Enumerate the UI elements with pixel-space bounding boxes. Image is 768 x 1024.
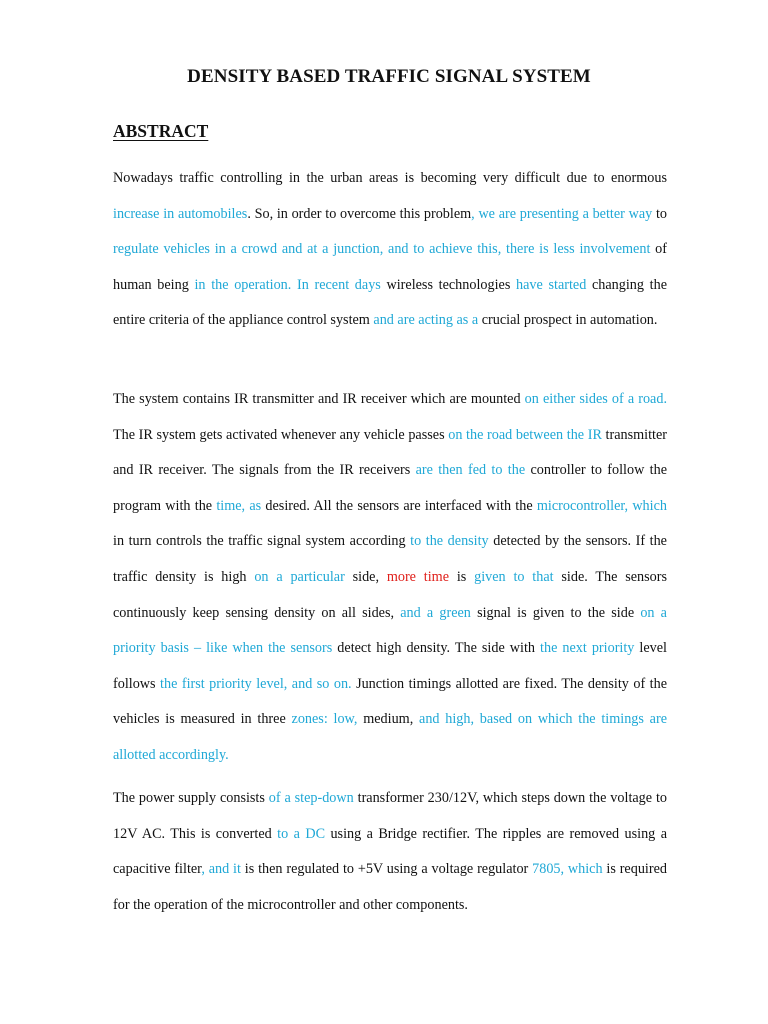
blue-highlight-segment: to the density <box>410 533 489 550</box>
blue-highlight-segment: given to that <box>474 568 554 585</box>
blue-highlight-segment: in the operation. In recent days <box>194 276 381 293</box>
abstract-paragraph-1 <box>113 161 667 339</box>
blue-highlight-segment: regulate vehicles in a crowd and at a junction, and to achieve this, there is less involvement <box>113 241 651 258</box>
abstract-paragraph-2 <box>113 382 667 774</box>
text-segment: level follows <box>113 640 668 692</box>
blue-highlight-segment: microcontroller, which <box>536 497 667 514</box>
text-segment: wireless technologies <box>380 276 517 293</box>
blue-highlight-segment: 7805, which <box>532 861 603 878</box>
blue-highlight-segment: on a particular <box>254 568 345 585</box>
blue-highlight-segment: and are acting as a <box>373 312 479 329</box>
blue-highlight-segment: increase in automobiles <box>113 205 248 222</box>
text-segment: The IR system gets activated whenever any vehicle passes <box>113 426 449 443</box>
blue-highlight-segment: have started <box>516 276 587 293</box>
text-segment: signal is given to the side <box>470 604 641 621</box>
abstract-paragraph-3 <box>113 781 667 923</box>
blue-highlight-segment: zones: low, <box>291 711 358 728</box>
red-highlight-segment: more time <box>386 568 450 585</box>
text-segment: changing the entire criteria of the appliance control system <box>113 276 667 329</box>
document-title: DENSITY BASED TRAFFIC SIGNAL SYSTEM <box>187 66 591 87</box>
blue-highlight-segment: on the road between the IR <box>448 426 602 443</box>
blue-highlight-segment: and high, based on which the timings are allotted accordingly. <box>113 711 667 763</box>
text-segment: to <box>652 205 668 222</box>
blue-highlight-segment: the next priority <box>540 640 635 657</box>
text-segment: crucial prospect in automation. <box>478 312 658 329</box>
text-segment: transformer 230/12V, which steps down the voltage to 12V AC. This is converted <box>113 790 667 842</box>
text-segment: Nowadays traffic controlling in the urban areas is becoming very difficult due to enormous <box>113 170 667 186</box>
text-segment: medium, <box>357 711 420 728</box>
text-segment: of human being <box>113 241 667 293</box>
text-segment: controller to follow the program with the <box>113 462 667 514</box>
text-segment: detect high density. The side with <box>332 640 541 657</box>
text-segment: Junction timings allotted are fixed. The density of the vehicles is measured in three <box>113 675 668 728</box>
text-segment: desired. All the sensors are interfaced with the <box>261 497 537 514</box>
text-segment: is required for the operation of the microcontroller and other components. <box>113 861 667 913</box>
text-segment: detected by the sensors. If the traffic density is high <box>113 533 667 585</box>
blue-highlight-segment: are then fed to the <box>415 462 526 479</box>
text-segment: using a Bridge rectifier. The ripples are removed using a capacitive filter <box>113 825 667 878</box>
text-segment: side, <box>344 568 387 585</box>
text-segment: . So, in order to overcome this problem <box>247 205 472 222</box>
blue-highlight-segment: on either sides of a road. <box>524 391 667 407</box>
text-segment: is then regulated to +5V using a voltage regulator <box>240 861 533 878</box>
section-heading-abstract: ABSTRACT <box>113 121 209 141</box>
blue-highlight-segment: , and it <box>201 861 241 878</box>
blue-highlight-segment: the first priority level, and so on. <box>160 675 352 692</box>
text-segment: is <box>449 568 475 585</box>
blue-highlight-segment: and a green <box>400 604 471 621</box>
text-segment: side. The sensors continuously keep sensing density on all sides, <box>113 568 667 621</box>
text-segment: transmitter and IR receiver. The signals from the IR receivers <box>113 426 667 479</box>
blue-highlight-segment: to a DC <box>277 825 326 842</box>
text-segment: in turn controls the traffic signal system according <box>113 533 411 550</box>
blue-highlight-segment: of a step-down <box>268 790 354 806</box>
text-segment: The system contains IR transmitter and IR receiver which are mounted <box>113 391 525 407</box>
blue-highlight-segment: , we are presenting a better way <box>471 205 653 222</box>
blue-highlight-segment: time, as <box>216 497 262 514</box>
text-segment: The power supply consists <box>113 790 269 806</box>
blue-highlight-segment: on a priority basis – like when the sensors <box>113 604 667 657</box>
